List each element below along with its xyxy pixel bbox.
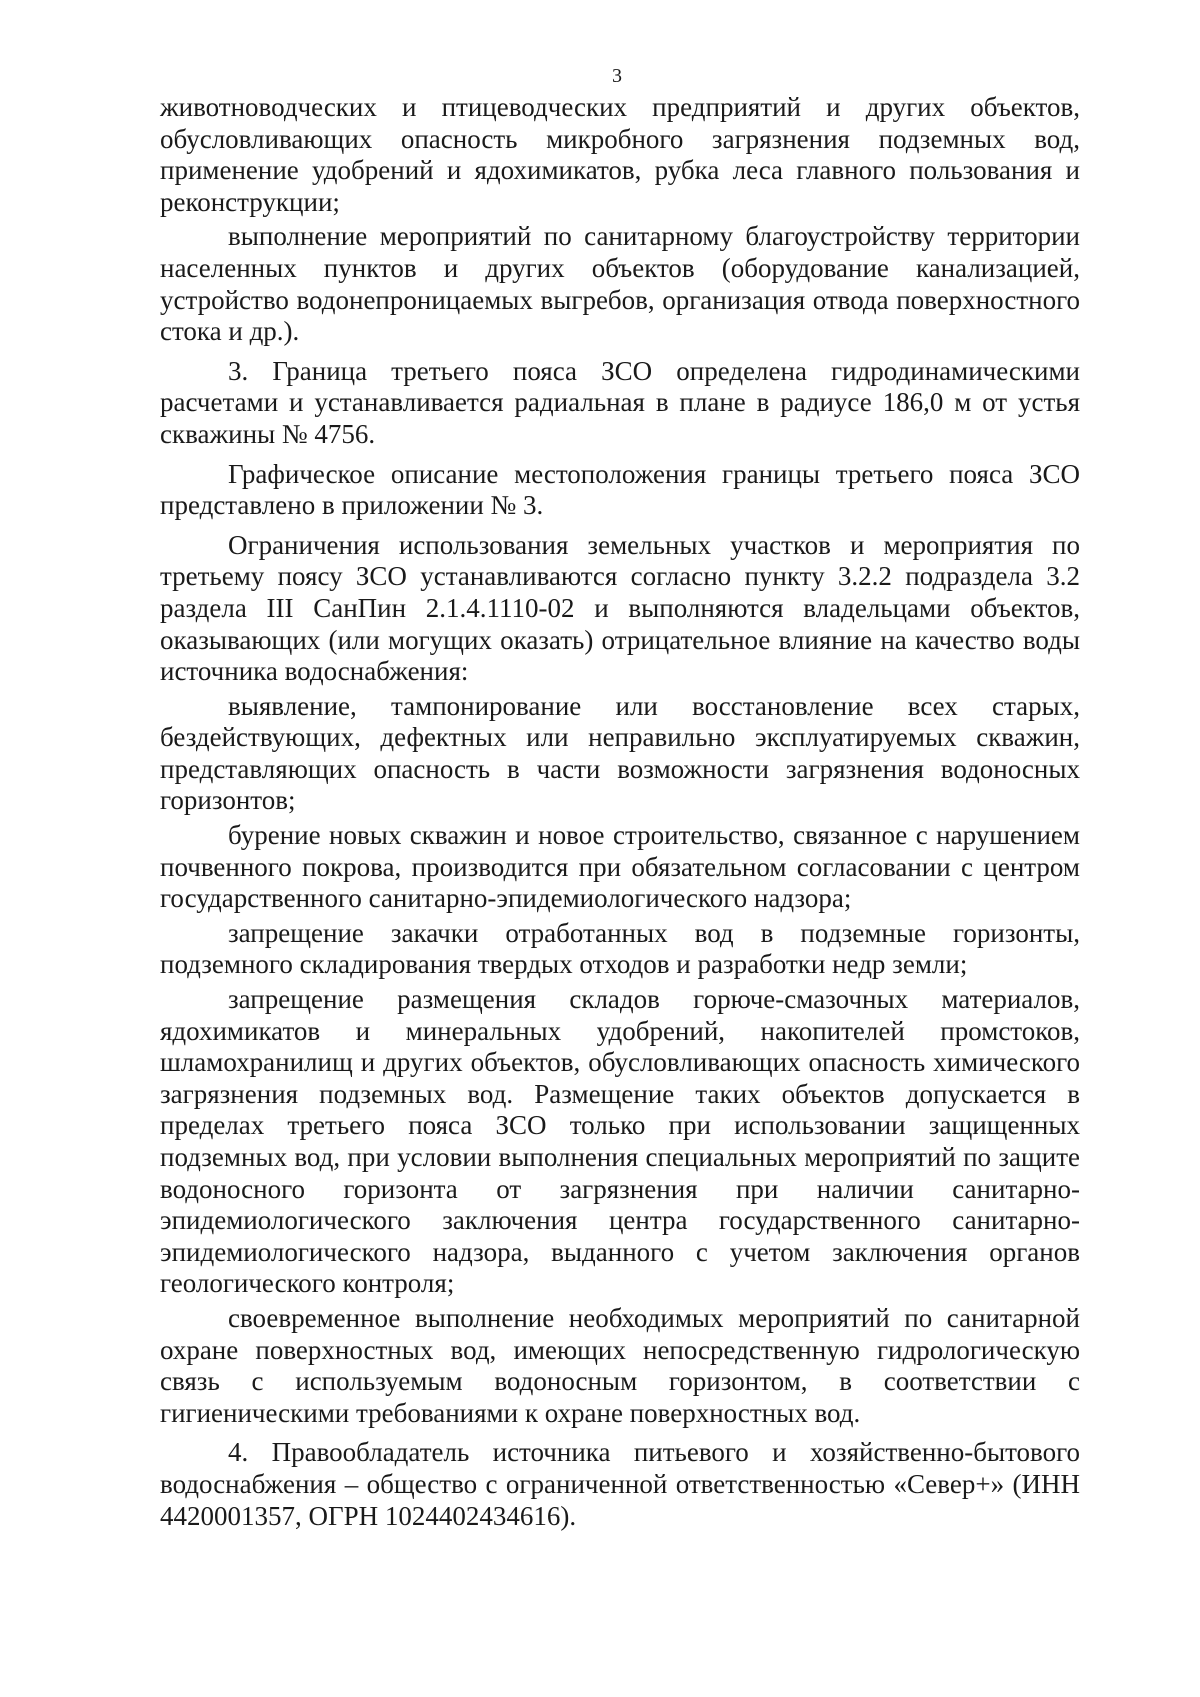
document-body bbox=[160, 92, 1080, 1532]
paragraph-surface-water: своевременное выполнение необходимых мероприятий по санитарной охране поверхностных вод, имеющих непосредственную гидрологическую связь с используемым водоносным горизонтом, в соответствии с гигиеническими требованиями к охране поверхностных вод. bbox=[160, 1302, 1080, 1428]
paragraph-injection-ban: запрещение закачки отработанных вод в подземные горизонты, подземного складирования твердых отходов и разработки недр земли; bbox=[160, 917, 1080, 980]
paragraph-restrictions: Ограничения использования земельных участков и мероприятия по третьему поясу ЗСО устанавливаются согласно пункту 3.2.2 подраздела 3.2 раздела III СанПин 2.1.4.1110-02 и выполняются владельцами объектов, оказывающих (или могущих оказать) отрицательное влияние на качество воды источника водоснабжения: bbox=[160, 529, 1080, 687]
page-number: 3 bbox=[612, 65, 622, 87]
paragraph-well-detection: выявление, тампонирование или восстановление всех старых, бездействующих, дефектных или неправильно эксплуатируемых скважин, представляющих опасность в части возможности загрязнения водоносных горизонтов; bbox=[160, 690, 1080, 816]
paragraph-section-3: 3. Граница третьего пояса ЗСО определена гидродинамическими расчетами и устанавливается радиальная в плане в радиусе 186,0 м от устья скважины № 4756. bbox=[160, 355, 1080, 449]
paragraph-continuation: животноводческих и птицеводческих предприятий и других объектов, обусловливающих опасность микробного загрязнения подземных вод, применение удобрений и ядохимикатов, рубка леса главного пользования и реконструкции; bbox=[160, 92, 1080, 217]
paragraph-drilling: бурение новых скважин и новое строительство, связанное с нарушением почвенного покрова, производится при обязательном согласовании с центром государственного санитарно-эпидемиологического надзора; bbox=[160, 820, 1080, 914]
paragraph-section-4: 4. Правообладатель источника питьевого и хозяйственно-бытового водоснабжения – общество с ограниченной ответственностью «Север+» (ИНН 4420001357, ОГРН 1024402434616). bbox=[160, 1437, 1080, 1531]
paragraph-sanitary-improvement: выполнение мероприятий по санитарному благоустройству территории населенных пунктов и других объектов (оборудование канализацией, устройство водонепроницаемых выгребов, организация отвода поверхностного стока и др.). bbox=[160, 221, 1080, 347]
paragraph-graphic-description: Графическое описание местоположения границы третьего пояса ЗСО представлено в приложении № 3. bbox=[160, 458, 1080, 521]
paragraph-storage-ban: запрещение размещения складов горюче-смазочных материалов, ядохимикатов и минеральных удобрений, накопителей промстоков, шламохранилищ и других объектов, обусловливающих опасность химического загрязнения подземных вод. Размещение таких объектов допускается в пределах третьего пояса ЗСО только при использовании защищенных подземных вод, при условии выполнения специальных мероприятий по защите водоносного горизонта от загрязнения при наличии санитарно-эпидемиологического заключения центра государственного санитарно-эпидемиологического надзора, выданного с учетом заключения органов геологического контроля; bbox=[160, 984, 1080, 1299]
